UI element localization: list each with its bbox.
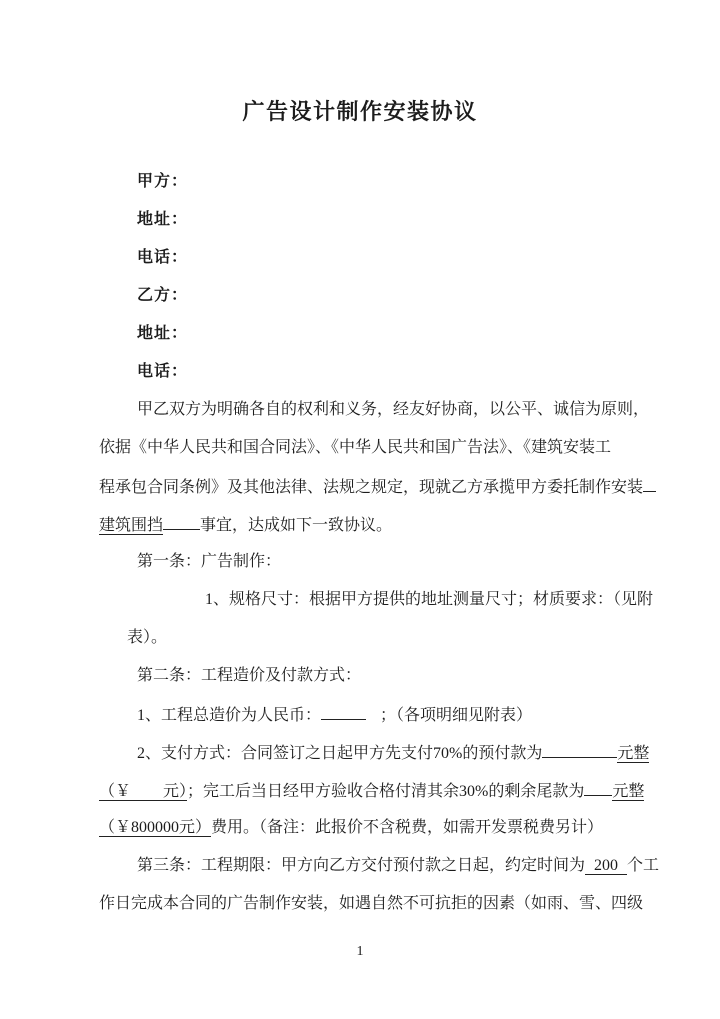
preamble-line-3 [99, 474, 644, 512]
project-name-filled-value: 建筑围挡 [99, 517, 164, 534]
clause-2-heading: 第二条：工程造价及付款方式： [137, 667, 362, 684]
party-a-phone-label: 电话： [137, 249, 189, 266]
project-duration-filled-value: 200 [585, 857, 627, 875]
preamble-line-2: 依据《中华人民共和国合同法》、《中华人民共和国广告法》、《建筑安装工 [99, 439, 612, 456]
page-number: 1 [356, 944, 364, 959]
balance-amount-blank [584, 778, 612, 796]
clause-1-item-1-line-1: 1、规格尺寸：根据甲方提供的地址测量尺寸；材质要求：（见附 [205, 591, 654, 608]
project-name-blank-start [643, 474, 656, 492]
preamble-line-3-text: 程承包合同条例》及其他法律、法规之规定，现就乙方承揽甲方委托制作安装 [99, 479, 644, 496]
balance-amount-unit: 元整 [612, 783, 645, 800]
party-b-phone-label: 电话： [137, 363, 189, 380]
project-duration-suffix: 个工 [627, 857, 660, 874]
party-b-label: 乙方： [137, 287, 189, 304]
balance-payment-text: ；完工后当日经甲方验收合格付清其余30%的剩余尾款为 [187, 783, 585, 800]
clause-1-item-1-line-2: 表）。 [127, 629, 168, 646]
party-a-address-label: 地址： [137, 211, 189, 228]
clause-2-item-2-line-2 [99, 778, 645, 816]
prepayment-amount-blank [542, 740, 617, 758]
party-a-label: 甲方： [137, 173, 189, 190]
preamble-line-1: 甲乙双方为明确各自的权利和义务，经友好协商，以公平、诚信为原则， [137, 401, 650, 418]
clause-3-line-2: 作日完成本合同的广告制作安装，如遇自然不可抗拒的因素（如雨、雪、四级 [99, 895, 644, 912]
prepayment-yuan-bracket-blank: （￥ 元） [99, 783, 188, 800]
document-body [99, 170, 660, 930]
clause-3-line-1 [99, 854, 660, 892]
total-price-blank [321, 702, 366, 720]
project-name-blank-end [163, 512, 200, 530]
clause-2-item-2-line-3 [99, 816, 623, 854]
preamble-line-4-text: 事宜，达成如下一致协议。 [200, 517, 393, 534]
balance-yuan-bracket-filled: （￥800000元） [99, 819, 212, 836]
project-duration-prefix: 第三条：工程期限：甲方向乙方交付预付款之日起，约定时间为 [137, 857, 586, 874]
document-title: 广告设计制作安装协议 [242, 99, 478, 124]
clause-1-heading: 第一条：广告制作： [137, 553, 282, 570]
total-price-prefix: 1、工程总造价为人民币： [137, 707, 322, 724]
clause-2-item-2-line-1 [99, 740, 650, 778]
tax-note-text: 费用。（备注：此报价不含税费，如需开发票税费另计） [211, 819, 604, 836]
prepayment-text: 2、支付方式：合同签订之日起甲方先支付70%的预付款为 [137, 745, 543, 762]
preamble-line-4 [99, 512, 623, 550]
party-b-address-label: 地址： [137, 325, 189, 342]
prepayment-amount-unit: 元整 [617, 745, 650, 762]
total-price-suffix: ；（各项明细见附表） [380, 707, 533, 724]
clause-2-item-1 [99, 702, 623, 740]
